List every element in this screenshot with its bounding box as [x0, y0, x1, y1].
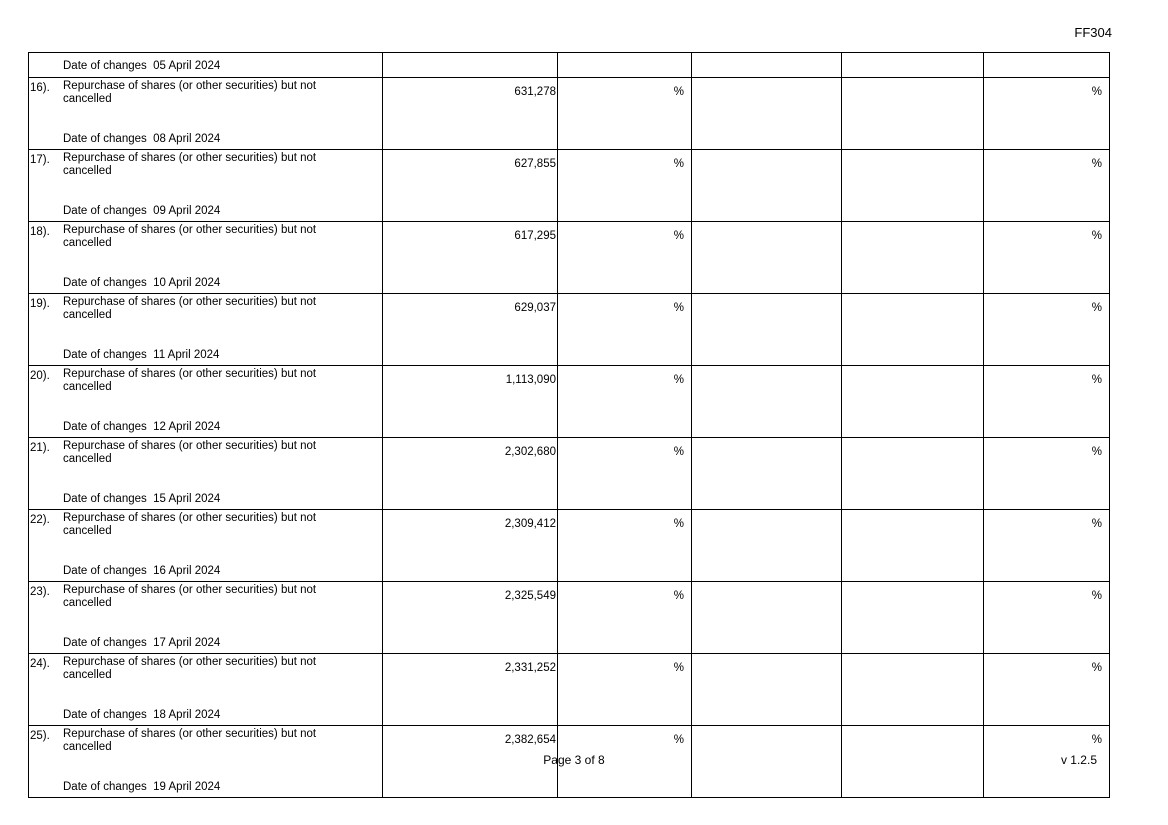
percent-cell: % [984, 366, 1110, 438]
change-description: Repurchase of shares (or other securities) but not cancelled [63, 656, 317, 681]
empty-cell [842, 438, 984, 510]
quantity-cell: 629,037 [383, 294, 558, 366]
table-row [29, 294, 1110, 366]
page-number: Page 3 of 8 [543, 753, 605, 767]
table-row [29, 654, 1110, 726]
table-row [29, 582, 1110, 654]
percent-cell: % [984, 654, 1110, 726]
empty-cell [842, 150, 984, 222]
empty-cell [692, 53, 842, 78]
empty-cell [842, 366, 984, 438]
percent-cell: % [984, 222, 1110, 294]
percent-cell: % [558, 366, 692, 438]
change-description: Repurchase of shares (or other securities) but not cancelled [63, 440, 317, 465]
empty-cell [842, 53, 984, 78]
date-of-changes: Date of changes 15 April 2024 [63, 493, 221, 505]
percent-cell: % [984, 726, 1110, 798]
percent-cell [558, 53, 692, 78]
percent-cell: % [984, 78, 1110, 150]
description-cell [29, 366, 383, 438]
change-description: Repurchase of shares (or other securities) but not cancelled [63, 584, 317, 609]
empty-cell [842, 294, 984, 366]
date-of-changes: Date of changes 05 April 2024 [63, 60, 221, 72]
date-of-changes: Date of changes 11 April 2024 [63, 349, 220, 361]
change-description: Repurchase of shares (or other securities) but not cancelled [63, 152, 317, 177]
empty-cell [692, 438, 842, 510]
description-cell [29, 582, 383, 654]
percent-cell: % [984, 438, 1110, 510]
percent-cell [984, 53, 1110, 78]
empty-cell [842, 582, 984, 654]
percent-cell: % [984, 510, 1110, 582]
date-of-changes: Date of changes 16 April 2024 [63, 565, 221, 577]
change-description: Repurchase of shares (or other securities) but not cancelled [63, 296, 317, 321]
table-row [29, 366, 1110, 438]
table-row [29, 78, 1110, 150]
percent-cell: % [558, 582, 692, 654]
empty-cell [692, 366, 842, 438]
percent-cell: % [984, 294, 1110, 366]
description-cell [29, 78, 383, 150]
table-row [29, 222, 1110, 294]
form-code: FF304 [1074, 25, 1112, 40]
quantity-cell: 2,309,412 [383, 510, 558, 582]
quantity-cell: 2,331,252 [383, 654, 558, 726]
row-number: 24). [30, 658, 50, 670]
description-cell [29, 510, 383, 582]
date-of-changes: Date of changes 18 April 2024 [63, 709, 221, 721]
percent-cell: % [984, 150, 1110, 222]
percent-cell: % [558, 294, 692, 366]
quantity-cell: 627,855 [383, 150, 558, 222]
percent-cell: % [558, 510, 692, 582]
row-number: 25). [30, 730, 50, 742]
date-of-changes: Date of changes 19 April 2024 [63, 781, 221, 793]
table-row [29, 510, 1110, 582]
row-number: 16). [30, 82, 50, 94]
table-row [29, 438, 1110, 510]
row-number: 19). [30, 298, 50, 310]
description-cell [29, 222, 383, 294]
row-number: 23). [30, 586, 50, 598]
date-of-changes: Date of changes 12 April 2024 [63, 421, 221, 433]
empty-cell [692, 150, 842, 222]
date-of-changes: Date of changes 10 April 2024 [63, 277, 221, 289]
empty-cell [692, 294, 842, 366]
change-description: Repurchase of shares (or other securities) but not cancelled [63, 368, 317, 393]
description-cell [29, 150, 383, 222]
percent-cell: % [558, 78, 692, 150]
date-of-changes: Date of changes 09 April 2024 [63, 205, 221, 217]
row-number: 21). [30, 442, 50, 454]
empty-cell [692, 78, 842, 150]
date-of-changes: Date of changes 08 April 2024 [63, 133, 221, 145]
empty-cell [842, 654, 984, 726]
quantity-cell: 631,278 [383, 78, 558, 150]
quantity-cell [383, 53, 558, 78]
change-description: Repurchase of shares (or other securities) but not cancelled [63, 512, 317, 537]
empty-cell [842, 510, 984, 582]
percent-cell: % [984, 582, 1110, 654]
percent-cell: % [558, 222, 692, 294]
description-cell [29, 654, 383, 726]
quantity-cell: 1,113,090 [383, 366, 558, 438]
empty-cell [692, 222, 842, 294]
percent-cell: % [558, 150, 692, 222]
description-cell [29, 294, 383, 366]
date-of-changes: Date of changes 17 April 2024 [63, 637, 221, 649]
percent-cell: % [558, 438, 692, 510]
description-cell [29, 53, 383, 78]
table-row [29, 53, 1110, 78]
change-description: Repurchase of shares (or other securities) but not cancelled [63, 224, 317, 249]
change-description: Repurchase of shares (or other securities) but not cancelled [63, 80, 317, 105]
percent-cell: % [558, 654, 692, 726]
quantity-cell: 2,302,680 [383, 438, 558, 510]
version: v 1.2.5 [1060, 753, 1097, 767]
row-number: 20). [30, 370, 50, 382]
row-number: 22). [30, 514, 50, 526]
change-description: Repurchase of shares (or other securities) but not cancelled [63, 728, 317, 753]
table-row [29, 150, 1110, 222]
description-cell [29, 438, 383, 510]
empty-cell [692, 582, 842, 654]
empty-cell [692, 654, 842, 726]
empty-cell [842, 78, 984, 150]
quantity-cell: 2,325,549 [383, 582, 558, 654]
changes-table [28, 52, 1110, 798]
empty-cell [692, 510, 842, 582]
quantity-cell: 2,382,654 [383, 726, 558, 798]
quantity-cell: 617,295 [383, 222, 558, 294]
row-number: 17). [30, 154, 50, 166]
empty-cell [842, 222, 984, 294]
row-number: 18). [30, 226, 50, 238]
percent-cell: % [558, 726, 692, 798]
